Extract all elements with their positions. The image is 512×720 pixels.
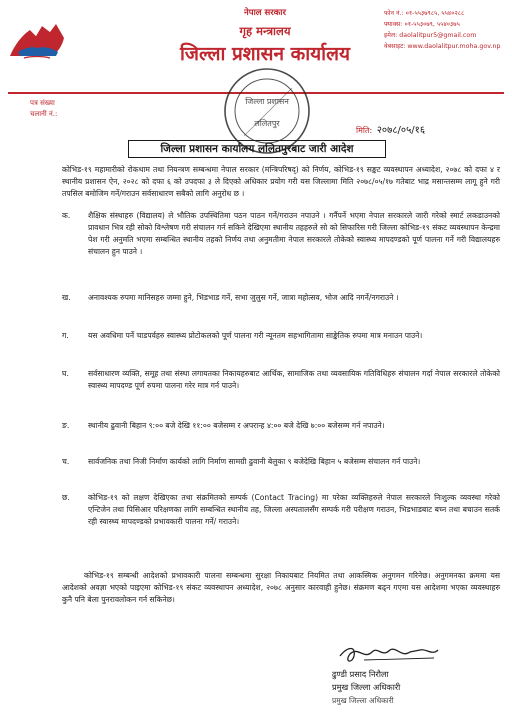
item-text: अनावश्यक रुपमा मानिसहरु जम्मा हुने, भिडभाड गर्ने, सभा जुलुस गर्ने, जात्रा महोत्सव, भोज आदि नगर्ने/नगराउने । [88, 293, 399, 302]
order-item [62, 492, 500, 528]
order-item [62, 330, 500, 342]
order-item [62, 368, 500, 392]
item-text: सर्वसाधारण व्यक्ति, समूह तथा संस्था लगायतका निकायहरुबाट आर्थिक, सामाजिक तथा व्यवसायिक गतिविधिहरु संचालन गर्दा नेपाल सरकारले तोकेको स्वास्थ्य मापदण्ड पूर्ण रुपमा पालना गरेर मात्र गर्न पाउने। [88, 369, 500, 390]
item-text: सार्वजनिक तथा निजी निर्माण कार्यको लागि निर्माण सामग्री ढुवानी बेलुका ९ बजेदेखि बिहान ५ बजेसम्म संचालन गर्न पाउने। [88, 457, 421, 466]
email-value: daolalitpur5@gmail.com [399, 32, 477, 39]
item-label: ग. [62, 331, 69, 340]
order-item [62, 456, 500, 468]
item-label: ङ. [62, 421, 70, 430]
phone-value: ०१-५५३७९८५, ५५४०२८८ [405, 10, 465, 17]
website-value: www.daolalitpur.moha.gov.np [407, 43, 501, 50]
order-item [62, 210, 500, 258]
fax-value: ०१-५५३०७९, ५५४०३७५ [404, 21, 460, 28]
contact-info [384, 8, 510, 52]
item-label: छ. [62, 493, 70, 502]
fax-row: फ्याक्स: ०१-५५३०७९, ५५४०३७५ [384, 21, 460, 28]
order-item [62, 420, 500, 432]
intro-paragraph: कोभिड-१९ महामारीको रोकथाम तथा नियन्त्रण सम्बन्धमा नेपाल सरकार (मन्त्रिपरिषद्) को निर्णय, कोभिड-१९ सङ्कट व्यवस्थापन अध्यादेश, २०७८ को दफा ४ र स्थानीय प्रशासन ऐन, २०२८ को दफा ६ को उपदफा ३ ले दिएको अधिकार प्रयोग गरी यस जिल्लामा मिति २०७८/०५/१७ गतेबाट भाद्र मसान्तसम्म लागू हुने गरी तपसिल बमोजिम गर्ने/गराउन सर्वसाधारण सबैको लागि अनुरोध छ । [62, 165, 500, 198]
ministry-name: गृह मन्त्रालय [239, 24, 291, 38]
item-text: कोभिड-१९ को लक्षण देखिएका तथा संक्रमितको सम्पर्क (Contact Tracing) मा परेका व्यक्तिहरुले नेपाल सरकारले निःशुल्क व्यवस्था गरेको एन्टिजेन तथा पिसिआर परिक्षणका लागि सम्बन्धित स्थानीय तह, जिल्ला अस्पतालसँग सम्पर्क गरी परीक्षण गराउन, भिडभाडबाट बच्न तथा बचाउन सतर्क रही स्वास्थ्य मापदण्डको प्रभावकारी पालना गर्ने/ गराउने। [88, 493, 500, 526]
date-label: मिति: [356, 126, 373, 135]
letterhead [150, 8, 380, 66]
signatory-title: प्रमुख जिल्ला अधिकारी [332, 682, 401, 692]
nepal-emblem-icon [8, 12, 66, 62]
handwritten-signature-icon [334, 642, 454, 666]
website-row: वेबसाइट: www.daolalitpur.moha.gov.np [384, 43, 501, 50]
date-field [356, 122, 425, 136]
dispatch-number-label: चलानी नं.: [30, 110, 58, 118]
signatory-block [332, 668, 400, 707]
office-name: जिल्ला प्रशासन कार्यालय [179, 43, 351, 65]
closing-paragraph: कोभिड-१९ सम्बन्धी आदेशको प्रभावकारी पालना सम्बन्धमा सुरक्षा निकायबाट नियमित तथा आकस्मिक अनुगमन गरिनेछ। अनुगमनका क्रममा यस आदेशको अवज्ञा भएको पाइएमा कोभिड-१९ संकट व्यवस्थापन अध्यादेश, २०७८ अनुसार कारवाही हुनेछ। संक्रमण बढ्न गएमा यस आदेशमा भएका व्यवस्थाहरु कुनै पनि बेला पुनरावलोकन गर्न सकिनेछ। [62, 571, 500, 604]
item-label: ख. [62, 293, 71, 302]
order-item [62, 292, 500, 304]
item-text: शैक्षिक संस्थाहरु (विद्यालय) ले भौतिक उपस्थितिमा पठन पाठन गर्ने/गराउन नपाउने । गर्नैपर्ने भएमा नेपाल सरकारले जारी गरेको स्मार्ट लकडाउनको प्रावधान भित्र रही सोको विश्लेषण गरी संचालन गर्न सकिने देखिएमा स्थानीय तहहरुले सो को सिफारिस गरी जिल्ला कोभिड-१९ संकट व्यवस्थापन केन्द्रमा पेश गरी अनुमति भएमा सम्बन्धित स्थानीय तहको निर्णय तथा अनुमतीमा नेपाल सरकारले तोकेको स्वास्थ्य मापदण्डको पूर्ण पालना गर्ने गरी विद्यालयहरु संचालन हुन पाउने । [88, 211, 500, 256]
phone-row: फोन नं.: ०१-५५३७९८५, ५५४०२८८ [384, 10, 465, 17]
item-label: च. [62, 457, 70, 466]
item-text: यस अवधिमा पर्ने चाडपर्वहरु स्वास्थ्य प्रोटोकलको पूर्ण पालना गरी न्यूनतम सहभागितामा साङ्केतिक रुपमा मात्र मनाउन पाउने। [88, 331, 423, 340]
order-title: जिल्ला प्रशासन कार्यालय ललितपुरबाट जारी आदेश [128, 140, 386, 158]
item-label: क. [62, 211, 71, 220]
email-row: इमेल: daolalitpur5@gmail.com [384, 32, 477, 39]
seal-text-bottom: ललितपुर [254, 119, 280, 128]
signatory-stamp-title: प्रमुख जिल्ला अधिकारी [332, 696, 394, 705]
reference-block [30, 98, 57, 120]
government-name: नेपाल सरकार [244, 8, 286, 18]
signatory-name: ढुण्डी प्रसाद निरौला [332, 669, 389, 679]
date-value: २०७८/०५/१६ [376, 125, 426, 136]
item-text: स्थानीय ढुवानी बिहान ९:०० बजे देखि ११:०० बजेसम्म र अपरान्ह ४:०० बजे देखि ७:०० बजेसम्म गर्न नपाउने। [88, 421, 385, 430]
seal-text-top: जिल्ला प्रशासन [245, 97, 289, 106]
item-label: घ. [62, 369, 69, 378]
letter-number-label: पत्र संख्या [30, 99, 55, 107]
